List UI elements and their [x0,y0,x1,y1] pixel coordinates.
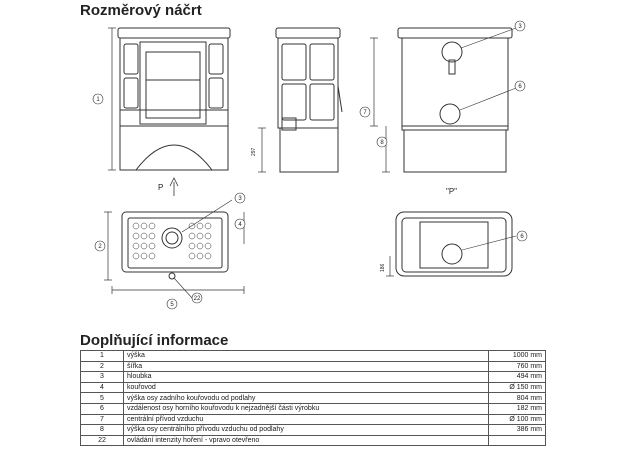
cell-n: 3 [81,372,124,383]
sketch-title: Rozměrový náčrt [80,2,202,19]
cell-n: 5 [81,393,124,404]
side-view [258,28,342,172]
callout-6 [235,219,245,229]
cell-n: 7 [81,414,124,425]
view-p [386,212,512,276]
cell-n: 8 [81,425,124,436]
cell-n: 4 [81,382,124,393]
cell-label: ovládání intenzity hoření - vpravo otevřeno [124,435,489,446]
svg-text:8: 8 [380,140,384,146]
table-row [81,372,546,383]
table-row [81,435,546,446]
cell-n: 1 [81,351,124,362]
svg-text:3: 3 [518,24,522,30]
callout-4b [235,193,245,203]
cell-n: 2 [81,361,124,372]
cell-n: 22 [81,435,124,446]
svg-text:22: 22 [193,296,201,302]
cell-value: Ø 100 mm [489,414,546,425]
svg-text:5: 5 [170,302,174,308]
cell-value: 494 mm [489,372,546,383]
cell-label: hloubka [124,372,489,383]
table-row [81,393,546,404]
callout-2 [167,299,177,309]
dim-186: 186 [380,263,386,272]
table-row [81,382,546,393]
cell-value [489,435,546,446]
svg-text:3: 3 [238,196,242,202]
cell-value: 386 mm [489,425,546,436]
svg-text:6: 6 [518,84,522,90]
callout-8 [377,137,387,147]
cell-value: 804 mm [489,393,546,404]
cell-label: šířka [124,361,489,372]
cell-n: 6 [81,403,124,414]
view-p-label: "P" [446,187,458,196]
svg-text:2: 2 [98,244,102,250]
cell-label: výška osy centrálního přívodu vzduchu od podlahy [124,425,489,436]
cell-value: 182 mm [489,403,546,414]
back-view [370,28,512,172]
callout-7a [515,81,525,91]
table-row [81,425,546,436]
svg-text:4: 4 [238,222,242,228]
table-row [81,351,546,362]
top-view [104,212,244,294]
cell-label: centrální přívod vzduchu [124,414,489,425]
arrow-p-label: P [158,183,164,192]
spec-table [80,350,546,446]
dim-297: 297 [251,147,257,156]
table-row [81,361,546,372]
callout-3 [95,241,105,251]
callout-22 [192,293,202,303]
cell-label: kouřovod [124,382,489,393]
cell-value: Ø 150 mm [489,382,546,393]
svg-text:7: 7 [363,110,367,116]
info-title: Doplňující informace [80,332,229,349]
callout-7b [517,231,527,241]
cell-value: 760 mm [489,361,546,372]
cell-label: vzdálenost osy horního kouřovodu k nejzadnější části výrobku [124,403,489,414]
svg-text:6: 6 [520,234,524,240]
cell-label: výška [124,351,489,362]
table-row [81,403,546,414]
svg-text:1: 1 [96,97,100,103]
cell-label: výška osy zadního kouřovodu od podlahy [124,393,489,404]
callout-5 [360,107,370,117]
table-row [81,414,546,425]
front-view [108,28,230,170]
callout-4a [515,21,525,31]
callout-1 [93,94,103,104]
cell-value: 1000 mm [489,351,546,362]
